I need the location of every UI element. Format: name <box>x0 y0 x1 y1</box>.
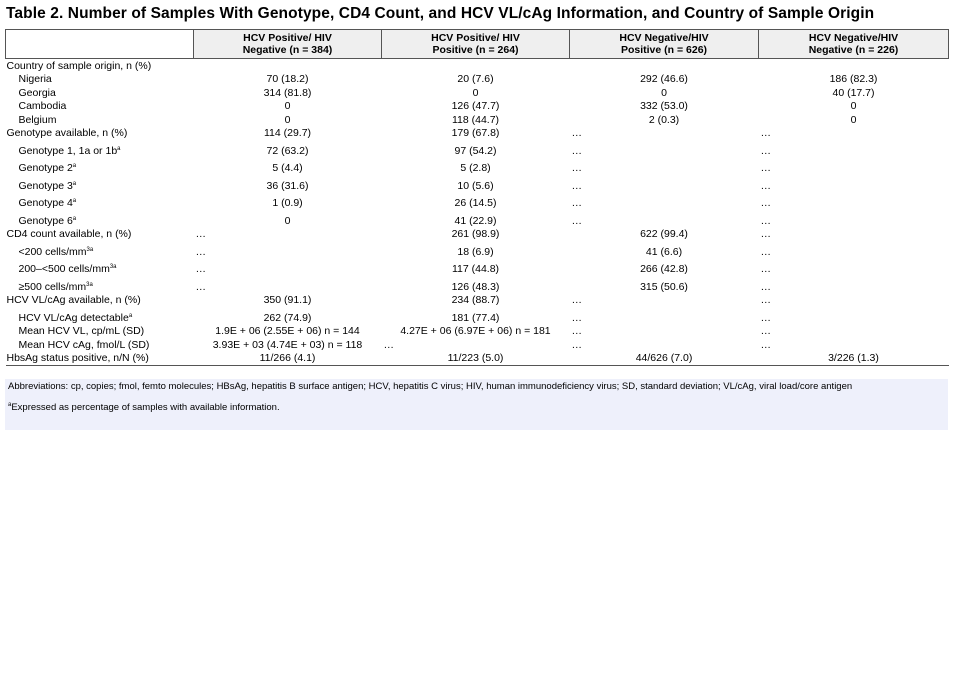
table-cell: 5 (2.8) <box>460 162 491 174</box>
table-row <box>6 352 949 366</box>
row-label <box>6 307 194 325</box>
footnote-marker: a <box>8 402 12 408</box>
row-label-text: Genotype 1, 1a or 1b <box>18 144 118 157</box>
table-cell: 3/226 (1.3) <box>759 352 949 366</box>
table-cell: 11/266 (4.1) <box>194 352 382 366</box>
table-cell: … <box>195 263 206 275</box>
row-label <box>6 86 194 100</box>
row-label <box>6 140 194 158</box>
table-cell: 266 (42.8) <box>640 263 688 275</box>
table-row <box>6 127 949 141</box>
row-label <box>6 241 194 259</box>
table-cell: 292 (46.6) <box>640 73 688 85</box>
abbreviations-note: Abbreviations: cp, copies; fmol, femto molecules; HBsAg, hepatitis B surface antigen; HCV, hepatitis C virus; HIV, human immunodeficiency virus; SD, standard deviation; VL/cAg, viral load/core antigen <box>8 381 853 392</box>
table-cell: … <box>571 127 582 139</box>
table-cell: 315 (50.6) <box>640 280 688 293</box>
row-label <box>6 276 194 294</box>
table-title: Table 2. Number of Samples With Genotype, CD4 Count, and HCV VL/cAg Information, and Country of Sample Origin <box>6 5 875 22</box>
footnote-a <box>8 402 945 413</box>
table-cell: … <box>760 214 771 227</box>
table-cell: … <box>760 311 771 324</box>
table-cell: … <box>383 338 394 351</box>
footnote-marker: a <box>117 145 121 152</box>
table-cell: 350 (91.1) <box>263 294 312 306</box>
table-cell <box>194 59 382 73</box>
footnote-marker: a <box>128 312 133 319</box>
table-cell: … <box>760 162 771 174</box>
table-row <box>6 259 949 277</box>
row-label <box>6 113 194 127</box>
row-label-text: Mean HCV VL, cp/mL (SD) <box>18 325 145 337</box>
row-label-text: Genotype available, n (%) <box>6 127 128 139</box>
footnote-marker: a <box>72 198 77 204</box>
table-cell: 622 (99.4) <box>640 228 688 240</box>
table-cell: … <box>571 311 582 324</box>
table-row <box>6 241 949 259</box>
table-cell: … <box>760 179 771 192</box>
row-label-text: Belgium <box>18 113 57 126</box>
table-cell: 0 <box>472 86 479 99</box>
column-header: HCV Negative/HIV Positive (n = 626) <box>570 30 759 59</box>
table-cell: … <box>571 338 582 351</box>
table-cell: … <box>571 179 582 192</box>
row-label <box>6 352 194 366</box>
footnote-marker: 3a <box>86 246 94 253</box>
row-label <box>6 100 194 114</box>
table-cell: 262 (74.9) <box>263 311 312 324</box>
row-label <box>6 193 194 211</box>
table-cell: … <box>760 294 771 306</box>
table-cell: … <box>195 228 206 240</box>
table-cell: 3.93E + 03 (4.74E + 03) n = 118 <box>212 338 363 351</box>
table-cell <box>759 59 949 73</box>
table-cell: 1.9E + 06 (2.55E + 06) n = 144 <box>215 325 360 337</box>
table-cell: … <box>571 162 582 174</box>
table-row <box>6 210 949 228</box>
table-row <box>6 113 949 127</box>
table-cell: … <box>195 245 206 258</box>
table-cell: … <box>571 325 582 337</box>
table-cell: 44/626 (7.0) <box>570 352 759 366</box>
table-cell: 10 (5.6) <box>457 179 494 192</box>
row-label-text: HCV VL/cAg available, n (%) <box>6 294 141 306</box>
row-label-text: ≥500 cells/mm <box>18 280 87 293</box>
row-label-text: Genotype 3 <box>18 179 73 192</box>
table-cell: 26 (14.5) <box>454 197 497 209</box>
table-row <box>6 276 949 294</box>
row-label <box>6 325 194 339</box>
table-cell: 20 (7.6) <box>457 73 494 85</box>
table-row <box>6 140 949 158</box>
footnote-marker: 3a <box>109 264 117 270</box>
table-cell <box>570 59 759 73</box>
table-cell: … <box>760 228 771 240</box>
table-cell: 118 (44.7) <box>451 113 500 126</box>
table-cell: 72 (63.2) <box>266 144 309 157</box>
table-cell: 117 (44.8) <box>451 263 500 275</box>
table-cell: 126 (48.3) <box>451 280 500 293</box>
row-label-text: 200–<500 cells/mm <box>18 263 110 275</box>
table-cell: … <box>571 197 582 209</box>
row-label-text: Genotype 6 <box>18 214 73 227</box>
table-cell: 261 (98.9) <box>451 228 500 240</box>
table-cell: 0 <box>850 100 857 112</box>
column-header: HCV Positive/ HIV Positive (n = 264) <box>382 30 570 59</box>
table-row <box>6 338 949 352</box>
table-cell: 0 <box>661 86 667 99</box>
row-label-text: Country of sample origin, n (%) <box>6 59 152 72</box>
header-row <box>6 30 949 59</box>
row-label <box>6 175 194 193</box>
row-label <box>6 338 194 352</box>
table-row <box>6 228 949 242</box>
table-cell: 4.27E + 06 (6.97E + 06) n = 181 <box>400 325 551 337</box>
table-row <box>6 86 949 100</box>
table-cell: 41 (6.6) <box>645 245 683 258</box>
row-label-text: HCV VL/cAg detectable <box>18 311 129 324</box>
table-row <box>6 158 949 176</box>
table-row <box>6 73 949 87</box>
row-label-text: Nigeria <box>18 73 52 85</box>
row-label <box>6 73 194 87</box>
table-row <box>6 59 949 73</box>
row-label-text: Mean HCV cAg, fmol/L (SD) <box>18 338 150 351</box>
row-label <box>6 127 194 141</box>
footnote-marker: a <box>72 163 77 169</box>
table-body <box>6 59 949 366</box>
table-cell: 0 <box>284 100 291 112</box>
table-cell: … <box>571 214 582 227</box>
table-cell: … <box>760 338 771 351</box>
footnote-marker: a <box>72 180 77 187</box>
table-cell: 36 (31.6) <box>266 179 309 192</box>
header-blank-cell <box>6 30 194 59</box>
table-cell: 114 (29.7) <box>263 127 312 139</box>
table-cell: 18 (6.9) <box>457 245 494 258</box>
column-header: HCV Negative/HIV Negative (n = 226) <box>759 30 949 59</box>
row-label <box>6 259 194 277</box>
footnote-text: Expressed as percentage of samples with available information. <box>11 402 280 413</box>
table-cell: 0 <box>284 113 291 126</box>
row-label-text: HbsAg status positive, n/N (%) <box>6 352 149 364</box>
row-label <box>6 59 194 73</box>
table-row <box>6 193 949 211</box>
table-cell: 41 (22.9) <box>454 214 497 227</box>
table-cell: 234 (88.7) <box>451 294 500 306</box>
row-label-text: CD4 count available, n (%) <box>6 228 132 240</box>
table-cell: … <box>760 197 771 209</box>
table-cell: 126 (47.7) <box>451 100 500 112</box>
row-label <box>6 210 194 228</box>
table-cell: 0 <box>850 113 857 126</box>
table-cell: 181 (77.4) <box>451 311 500 324</box>
footnote-marker: a <box>72 215 77 222</box>
table-cell: … <box>571 294 582 306</box>
table-cell: … <box>195 280 206 293</box>
table-row <box>6 294 949 308</box>
table-cell: 332 (53.0) <box>640 100 688 112</box>
row-label-text: Genotype 4 <box>18 197 73 209</box>
row-label <box>6 294 194 308</box>
table-cell: … <box>571 144 582 157</box>
table-cell: 70 (18.2) <box>266 73 309 85</box>
table-cell: … <box>760 280 771 293</box>
table-row <box>6 325 949 339</box>
table-cell: 186 (82.3) <box>829 73 878 85</box>
row-label-text: Cambodia <box>18 100 67 112</box>
table-cell: 11/223 (5.0) <box>382 352 570 366</box>
column-header: HCV Positive/ HIV Negative (n = 384) <box>194 30 382 59</box>
table-row <box>6 175 949 193</box>
table-cell: 5 (4.4) <box>272 162 303 174</box>
table-cell: … <box>760 245 771 258</box>
row-label <box>6 158 194 176</box>
row-label-text: Genotype 2 <box>18 162 73 174</box>
data-table <box>5 29 949 366</box>
row-label-text: <200 cells/mm <box>18 245 87 258</box>
row-label-text: Georgia <box>18 86 56 99</box>
table-cell: … <box>760 263 771 275</box>
table-cell: 314 (81.8) <box>263 86 312 99</box>
row-label <box>6 228 194 242</box>
table-cell: 97 (54.2) <box>454 144 497 157</box>
table-cell: 179 (67.8) <box>451 127 500 139</box>
table-cell: 2 (0.3) <box>648 113 680 126</box>
table-cell <box>382 59 570 73</box>
table-footnotes <box>5 379 948 430</box>
table-cell: … <box>760 144 771 157</box>
footnote-marker: 3a <box>86 281 93 288</box>
table-cell: 40 (17.7) <box>832 86 875 99</box>
table-row <box>6 307 949 325</box>
table-cell: 0 <box>284 214 291 227</box>
table-cell: … <box>760 325 771 337</box>
table-cell: 1 (0.9) <box>272 197 303 209</box>
table-cell: … <box>760 127 771 139</box>
table-row <box>6 100 949 114</box>
